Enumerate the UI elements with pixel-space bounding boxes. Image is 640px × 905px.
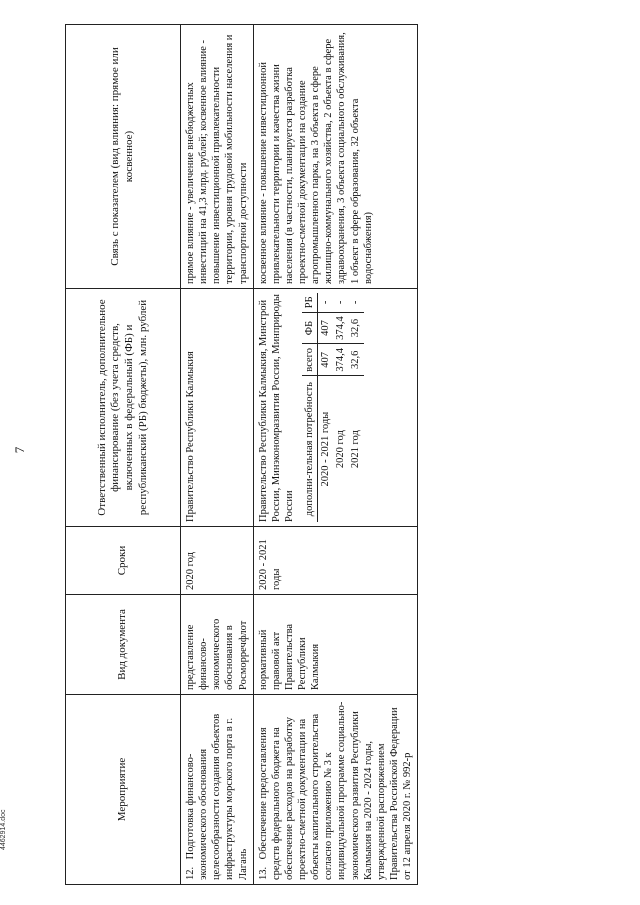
finance-period: 2020 год bbox=[335, 430, 347, 469]
finance-header: ФБ bbox=[302, 312, 318, 344]
finance-fb: 407 bbox=[318, 312, 334, 344]
document-id: 4462914.doc bbox=[0, 809, 7, 850]
measure-cell bbox=[253, 695, 418, 885]
finance-header: всего bbox=[302, 344, 318, 376]
executor-text: Правительство Республики Калмыкия, Минстрой России, Минэкономразвития России, Минприроды России bbox=[257, 294, 295, 522]
terms-cell: 2020 год bbox=[181, 527, 254, 595]
finance-period: 2021 год bbox=[350, 430, 362, 469]
finance-rb: - bbox=[333, 293, 348, 312]
terms-cell: 2020 - 2021 годы bbox=[253, 527, 418, 595]
finance-total: 374,4 bbox=[333, 344, 348, 376]
finance-header: дополни-тельная потребность bbox=[302, 376, 318, 522]
finance-row bbox=[318, 293, 334, 522]
finance-rb: - bbox=[348, 293, 363, 312]
table-row bbox=[181, 25, 254, 885]
doc-type-cell: нормативный правовой акт Правительства Республики Калмыкия bbox=[253, 595, 418, 695]
row-number: 12. bbox=[185, 866, 196, 880]
finance-table bbox=[302, 293, 364, 522]
header-executor: Ответственный исполнитель, дополнительное финансирование (без учета средств, включенных в федеральный (ФБ) и республиканский (РБ) бюджеты), млн. рублей bbox=[66, 289, 181, 527]
relation-cell: косвенное влияние - повышение инвестиционной привлекательности территории и качества жизни населения (в частности, планируется разработка проектно-сметной документации на создание агропромышленного парка, на 3 объекта в сфере жилищно-коммунального хозяйства, 2 объекта в сфере здравоохранения, 3 объекта социального обслуживания, 1 объект в сфере образования, 32 объекта водоснабжения) bbox=[253, 25, 418, 289]
row-number: 13. bbox=[257, 866, 269, 880]
finance-row bbox=[348, 293, 363, 522]
header-measure: Мероприятие bbox=[66, 695, 181, 885]
finance-row bbox=[333, 293, 348, 522]
finance-header-row bbox=[302, 293, 318, 522]
table-row bbox=[253, 25, 418, 885]
finance-header: РБ bbox=[302, 293, 318, 312]
header-doc-type: Вид документа bbox=[66, 595, 181, 695]
finance-fb: 374,4 bbox=[333, 312, 348, 344]
relation-cell: прямое влияние - увеличение внебюджетных инвестиций на 41,3 млрд. рублей; косвенное влияние - повышение инвестиционной привлекательности территории, уровня трудовой мобильности населения и транспортной доступности bbox=[181, 25, 254, 289]
executor-cell bbox=[253, 289, 418, 527]
finance-total: 32,6 bbox=[348, 344, 363, 376]
finance-period: 2020 - 2021 годы bbox=[320, 411, 332, 487]
header-terms: Сроки bbox=[66, 527, 181, 595]
doc-type-cell: представление финансово-экономического обоснования в Росморречфлот bbox=[181, 595, 254, 695]
finance-rb: - bbox=[318, 293, 334, 312]
table-header-row bbox=[66, 25, 181, 885]
measure-text: Обеспечение предоставления средств федерального бюджета на обеспечение расходов на разработку проектно-сметной документации на объекты капитального строительства согласно приложению № 3 к индивидуальной программе социально-экономического развития Республики Калмыкия на 2020 - 2024 годы, утвержденной распоряжением Правительства Российской Федерации от 12 апреля 2020 г. № 992-р bbox=[257, 701, 413, 880]
measure-text: Подготовка финансово-экономического обоснования целесообразности создания объектов инфраструктуры морского порта в г. Лагань bbox=[185, 713, 249, 880]
page-number: 7 bbox=[12, 446, 27, 454]
executor-cell: Правительство Республики Калмыкия bbox=[181, 289, 254, 527]
finance-total: 407 bbox=[318, 344, 334, 376]
finance-fb: 32,6 bbox=[348, 312, 363, 344]
measure-cell bbox=[181, 695, 254, 885]
measures-table bbox=[65, 24, 418, 885]
rotated-page bbox=[65, 25, 605, 885]
header-relation: Связь с показателем (вид влияния: прямое или косвенное) bbox=[66, 25, 181, 289]
